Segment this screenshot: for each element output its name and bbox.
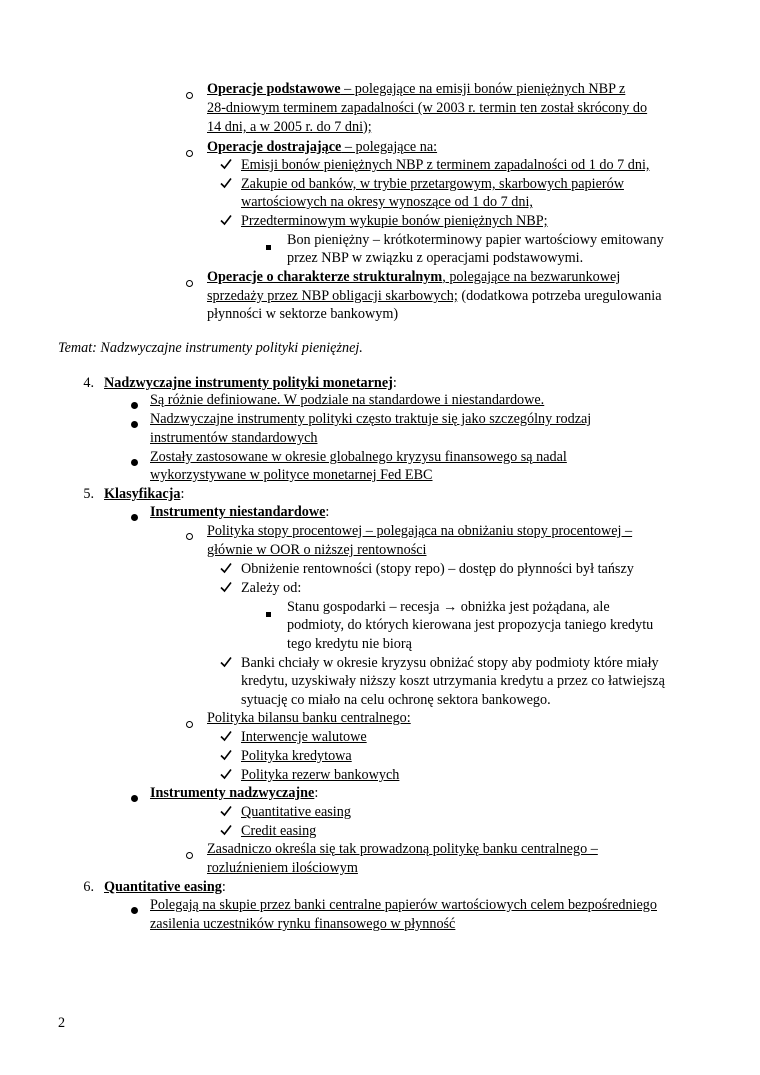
list-item-text: rozluźnieniem ilościowym <box>207 860 358 876</box>
circle-bullet-icon <box>186 715 193 734</box>
subsection-heading: Instrumenty nadzwyczajne: <box>150 785 319 801</box>
list-item-text: sytuację co miało na celu ochronę sektora bankowego. <box>241 692 551 708</box>
list-item: Operacje podstawowe – polegające na emisji bonów pieniężnych NBP z <box>207 81 626 97</box>
list-item-text: Bon pieniężny – krótkoterminowy papier wartościowy emitowany <box>287 232 664 248</box>
square-bullet-icon <box>266 237 271 256</box>
list-item: sprzedaży przez NBP obligacji skarbowych; (dodatkowa potrzeba uregulowania <box>207 288 662 304</box>
page-number: 2 <box>58 1015 66 1031</box>
section-heading: Nadzwyczajne instrumenty polityki monetarnej: <box>104 375 397 391</box>
circle-bullet-icon <box>186 527 193 546</box>
section-number: 5. <box>83 486 94 502</box>
list-item-text: Quantitative easing <box>241 804 351 820</box>
checkmark-icon <box>219 767 233 781</box>
checkmark-icon <box>219 213 233 227</box>
list-item-text: instrumentów standardowych <box>150 430 318 446</box>
arrow-right-icon: → <box>443 599 458 615</box>
checkmark-icon <box>219 655 233 669</box>
circle-bullet-icon <box>186 274 193 293</box>
list-item-text: Zakupie od banków, w trybie przetargowym, skarbowych papierów <box>241 176 624 192</box>
checkmark-icon <box>219 729 233 743</box>
bullet-icon <box>131 789 138 808</box>
list-item-text: Przedterminowym wykupie bonów pieniężnych NBP; <box>241 213 548 229</box>
list-item-text: Interwencje walutowe <box>241 729 367 745</box>
list-item-text: Credit easing <box>241 823 317 839</box>
list-item: Operacje dostrajające – polegające na: <box>207 139 438 155</box>
list-item-text: Zależy od: <box>241 580 302 596</box>
circle-bullet-icon <box>186 86 193 105</box>
checkmark-icon <box>219 823 233 837</box>
list-item-text: Polityka kredytowa <box>241 748 352 764</box>
checkmark-icon <box>219 580 233 594</box>
checkmark-icon <box>219 157 233 171</box>
list-item-text: Polityka bilansu banku centralnego: <box>207 710 411 726</box>
list-item-text: Emisji bonów pieniężnych NBP z terminem zapadalności od 1 do 7 dni, <box>241 157 650 173</box>
section-number: 6. <box>83 879 94 895</box>
list-item-text: Zasadniczo określa się tak prowadzoną politykę banku centralnego – <box>207 841 598 857</box>
circle-bullet-icon <box>186 144 193 163</box>
list-item-text: Zostały zastosowane w okresie globalnego kryzysu finansowego są nadal <box>150 449 567 465</box>
list-item-text: 28-dniowym terminem zapadalności (w 2003 r. termin ten został skrócony do <box>207 100 648 116</box>
list-item-text: płynności w sektorze bankowym) <box>207 306 399 322</box>
list-item-text: Polegają na skupie przez banki centralne papierów wartościowych celem bezpośredniego <box>150 897 657 913</box>
list-item-text: podmioty, do których kierowana jest propozycja taniego kredytu <box>287 617 654 633</box>
checkmark-icon <box>219 748 233 762</box>
checkmark-icon <box>219 176 233 190</box>
list-item-text: kredytu, uzyskiwały niższy koszt utrzymania kredytu a przez co łatwiejszą <box>241 673 665 689</box>
list-item-text: 14 dni, a w 2005 r. do 7 dni); <box>207 119 372 135</box>
bullet-icon <box>131 508 138 527</box>
section-heading: Quantitative easing: <box>104 879 226 895</box>
list-item-text: głównie w OOR o niższej rentowności <box>207 542 427 558</box>
circle-bullet-icon <box>186 846 193 865</box>
subsection-heading: Instrumenty niestandardowe: <box>150 504 330 520</box>
section-heading: Klasyfikacja: <box>104 486 185 502</box>
list-item-text: Nadzwyczajne instrumenty polityki często traktuje się jako szczególny rodzaj <box>150 411 592 427</box>
bullet-icon <box>131 453 138 472</box>
list-item-text: Są różnie definiowane. W podziale na standardowe i niestandardowe. <box>150 392 545 408</box>
section-number: 4. <box>83 375 94 391</box>
checkmark-icon <box>219 804 233 818</box>
list-item: Operacje o charakterze strukturalnym, polegające na bezwarunkowej <box>207 269 621 285</box>
bullet-icon <box>131 901 138 920</box>
list-item-text: zasilenia uczestników rynku finansowego w płynność <box>150 916 456 932</box>
list-item-text: wykorzystywane w polityce monetarnej Fed EBC <box>150 467 433 483</box>
topic-heading: Temat: Nadzwyczajne instrumenty polityki pieniężnej. <box>58 340 363 356</box>
bullet-icon <box>131 396 138 415</box>
list-item-text: Polityka rezerw bankowych <box>241 767 400 783</box>
list-item-text: wartościowych na okresy wynoszące od 1 do 7 dni, <box>241 194 533 210</box>
list-item-text: Banki chciały w okresie kryzysu obniżać stopy aby podmioty które miały <box>241 655 659 671</box>
bullet-icon <box>131 415 138 434</box>
checkmark-icon <box>219 561 233 575</box>
list-item: Stanu gospodarki – recesja → obniżka jest pożądana, ale <box>287 599 610 615</box>
list-item-text: Obniżenie rentowności (stopy repo) – dostęp do płynności był tańszy <box>241 561 634 577</box>
list-item-text: Polityka stopy procentowej – polegająca na obniżaniu stopy procentowej – <box>207 523 633 539</box>
square-bullet-icon <box>266 604 271 623</box>
list-item-text: tego kredytu nie biorą <box>287 636 412 652</box>
list-item-text: przez NBP w związku z operacjami podstawowymi. <box>287 250 584 266</box>
